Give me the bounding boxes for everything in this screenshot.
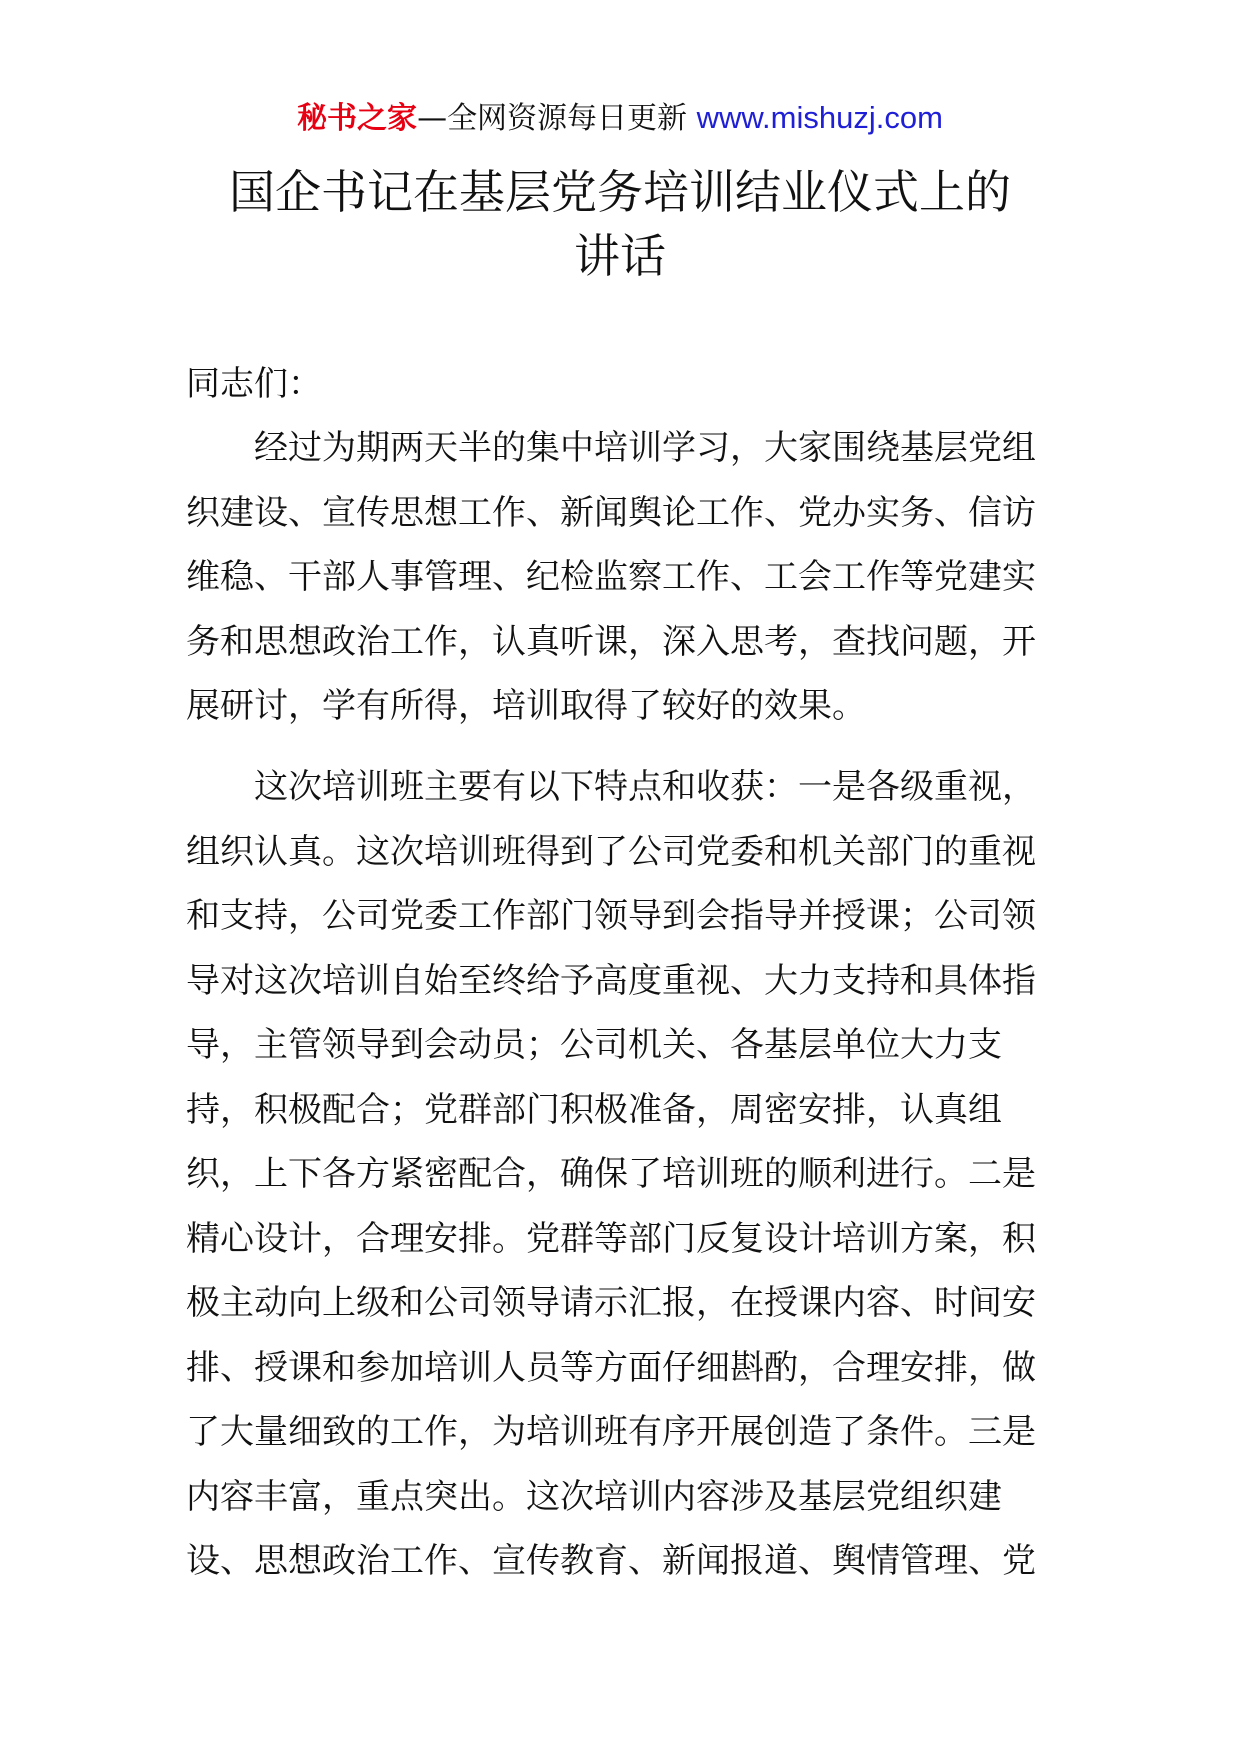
paragraph-line: 务和思想政治工作，认真听课，深入思考，查找问题，开 <box>186 621 1036 662</box>
paragraph-line: 导，主管领导到会动员；公司机关、各基层单位大力支 <box>186 1025 1002 1065</box>
website-link[interactable]: www.mishuzj.com <box>696 100 943 135</box>
salutation <box>186 352 1054 417</box>
paragraph-line: 这次培训班主要有以下特点和收获：一是各级重视， <box>186 767 1036 807</box>
paragraph-2 <box>186 755 1054 1594</box>
watermark-header <box>0 98 1240 139</box>
paragraph-line: 和支持，公司党委工作部门领导到会指导并授课；公司领 <box>186 896 1036 936</box>
paragraph-line: 极主动向上级和公司领导请示汇报，在授课内容、时间安 <box>186 1283 1036 1323</box>
brand-tagline: —全网资源每日更新 <box>417 101 697 136</box>
paragraph-line: 了大量细致的工作，为培训班有序开展创造了条件。三是 <box>186 1412 1036 1452</box>
paragraph-line: 设、思想政治工作、宣传教育、新闻报道、舆情管理、党 <box>186 1541 1036 1581</box>
title-line-2: 讲话 <box>574 229 666 283</box>
paragraph-line: 织建设、宣传思想工作、新闻舆论工作、党办实务、信访 <box>186 492 1036 533</box>
paragraph-line: 持，积极配合；党群部门积极准备，周密安排，认真组 <box>186 1089 1002 1130</box>
paragraph-line: 维稳、干部人事管理、纪检监察工作、工会工作等党建实 <box>186 557 1036 597</box>
paragraph-line: 导对这次培训自始至终给予高度重视、大力支持和具体指 <box>186 960 1036 1001</box>
brand-name: 秘书之家 <box>297 101 418 136</box>
paragraph-line: 精心设计，合理安排。党群等部门反复设计培训方案，积 <box>186 1218 1036 1259</box>
paragraph-line: 展研讨，学有所得，培训取得了较好的效果。 <box>186 686 866 726</box>
paragraph-line: 排、授课和参加培训人员等方面仔细斟酌，合理安排，做 <box>186 1347 1036 1388</box>
paragraph-1 <box>186 416 1054 739</box>
paragraph-line: 经过为期两天半的集中培训学习，大家围绕基层党组 <box>186 428 1036 468</box>
title-line-1: 国企书记在基层党务培训结业仪式上的 <box>229 165 1011 219</box>
paragraph-line: 内容丰富，重点突出。这次培训内容涉及基层党组织建 <box>186 1476 1002 1517</box>
paragraph-line: 织，上下各方紧密配合，确保了培训班的顺利进行。二是 <box>186 1154 1036 1194</box>
document-title <box>120 160 1120 288</box>
paragraph-line: 组织认真。这次培训班得到了公司党委和机关部门的重视 <box>186 831 1036 872</box>
salutation-text: 同志们： <box>186 364 322 404</box>
